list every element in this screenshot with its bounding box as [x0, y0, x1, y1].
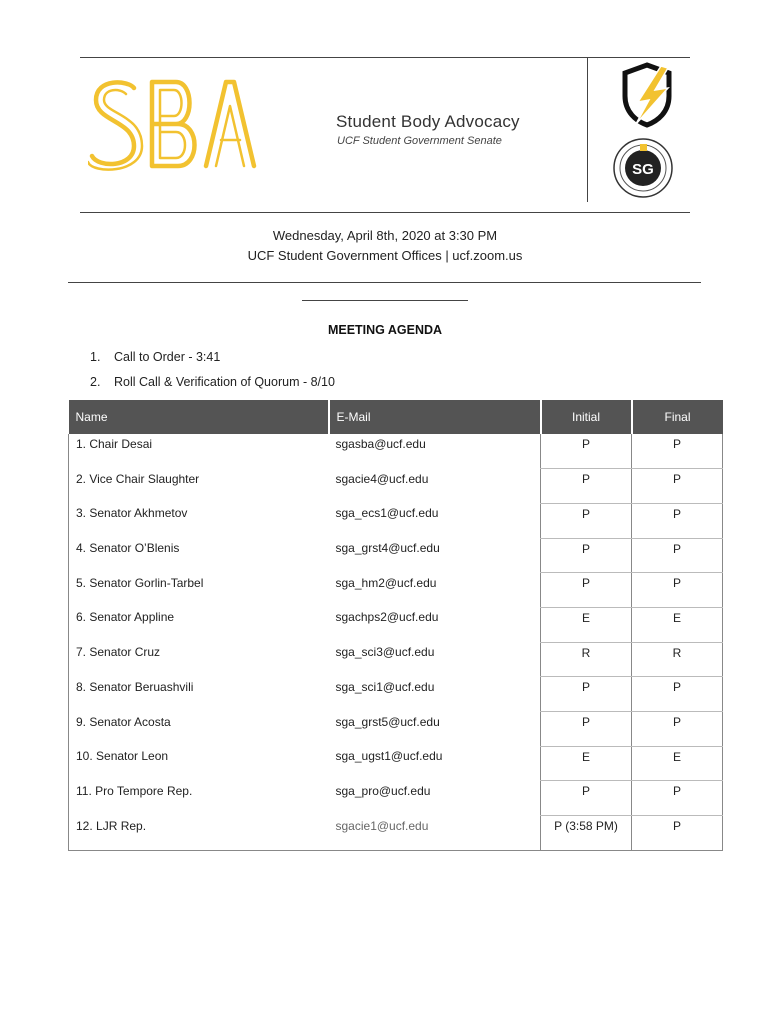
initial-status: P — [541, 573, 632, 608]
member-email: sgacie1@ucf.edu — [329, 816, 541, 851]
header-final: Final — [632, 400, 723, 434]
member-email: sga_ecs1@ucf.edu — [335, 506, 439, 521]
agenda-item-number: 1. — [90, 350, 101, 364]
shield-lightning-icon — [620, 62, 674, 128]
initial-status: P — [541, 538, 632, 573]
svg-text:SG: SG — [632, 161, 654, 178]
table-row — [69, 642, 723, 677]
initial-status: P (3:58 PM) — [541, 816, 632, 851]
meeting-date: Wednesday, April 8th, 2020 at 3:30 PM — [272, 228, 498, 243]
header-title-block — [336, 112, 520, 147]
agenda-item-number: 2. — [90, 375, 101, 389]
agenda-item-text: Call to Order - 3:41 — [114, 350, 221, 364]
header-title: Student Body Advocacy — [336, 112, 520, 131]
member-name: 3. Senator Akhmetov — [69, 503, 329, 538]
initial-status: P — [541, 712, 632, 747]
initial-status: P — [541, 677, 632, 712]
member-email: sgacie4@ucf.edu — [335, 471, 429, 486]
initial-status: E — [541, 746, 632, 781]
table-row — [69, 746, 723, 781]
table-row — [69, 503, 723, 538]
initial-status: P — [541, 503, 632, 538]
agenda-title: MEETING AGENDA — [327, 323, 443, 337]
member-name: 12. LJR Rep. — [69, 816, 329, 851]
table-row — [69, 781, 723, 816]
header-initial: Initial — [541, 400, 632, 434]
table-header-row — [69, 400, 723, 434]
member-name: 7. Senator Cruz — [69, 642, 329, 677]
final-status: P — [632, 677, 723, 712]
agenda-item-text: Roll Call & Verification of Quorum - 8/10 — [114, 375, 335, 389]
table-row — [69, 538, 723, 573]
final-status: P — [632, 503, 723, 538]
final-status: P — [632, 469, 723, 504]
member-name: 1. Chair Desai — [69, 434, 329, 469]
sba-logo — [88, 76, 258, 172]
member-name: 6. Senator Appline — [69, 607, 329, 642]
final-status: E — [632, 607, 723, 642]
short-rule — [302, 300, 468, 301]
initial-status: P — [541, 781, 632, 816]
member-name: 11. Pro Tempore Rep. — [69, 781, 329, 816]
final-status: P — [632, 816, 723, 851]
sg-seal-icon — [612, 137, 674, 199]
table-row — [69, 712, 723, 747]
member-email: sga_grst4@ucf.edu — [335, 541, 440, 556]
table-row — [69, 677, 723, 712]
header-top-rule — [80, 57, 690, 58]
member-name: 5. Senator Gorlin-Tarbel — [69, 573, 329, 608]
member-email: sgachps2@ucf.edu — [335, 610, 439, 625]
member-email: sga_hm2@ucf.edu — [335, 575, 437, 590]
meeting-rule — [68, 282, 701, 283]
header-subtitle: UCF Student Government Senate — [337, 135, 502, 147]
member-name: 8. Senator Beruashvili — [69, 677, 329, 712]
final-status: P — [632, 781, 723, 816]
header-bottom-rule — [80, 212, 690, 213]
header-email: E-Mail — [329, 400, 541, 434]
member-name: 10. Senator Leon — [69, 746, 329, 781]
roll-call-table — [68, 400, 723, 851]
meeting-location: UCF Student Government Offices | ucf.zoom.us — [247, 248, 523, 263]
final-status: P — [632, 434, 723, 469]
member-email: sga_sci3@ucf.edu — [335, 645, 435, 660]
initial-status: P — [541, 469, 632, 504]
member-email: sgasba@ucf.edu — [335, 437, 426, 451]
member-email: sga_grst5@ucf.edu — [335, 714, 440, 729]
member-email: sga_ugst1@ucf.edu — [335, 749, 443, 764]
header-name: Name — [69, 400, 329, 434]
initial-status: R — [541, 642, 632, 677]
member-name: 9. Senator Acosta — [69, 712, 329, 747]
agenda-item — [90, 350, 220, 364]
member-name: 4. Senator O’Blenis — [69, 538, 329, 573]
member-email: sga_pro@ucf.edu — [335, 783, 431, 798]
table-row — [69, 573, 723, 608]
table-row — [69, 607, 723, 642]
final-status: P — [632, 712, 723, 747]
agenda-item — [90, 375, 335, 389]
member-email: sga_sci1@ucf.edu — [335, 679, 435, 694]
final-status: R — [632, 642, 723, 677]
table-row — [69, 816, 723, 851]
initial-status: E — [541, 607, 632, 642]
final-status: P — [632, 573, 723, 608]
member-name: 2. Vice Chair Slaughter — [69, 469, 329, 504]
header-divider — [587, 58, 588, 202]
table-row — [69, 469, 723, 504]
final-status: E — [632, 746, 723, 781]
table-row — [69, 434, 723, 469]
final-status: P — [632, 538, 723, 573]
initial-status: P — [541, 434, 632, 469]
